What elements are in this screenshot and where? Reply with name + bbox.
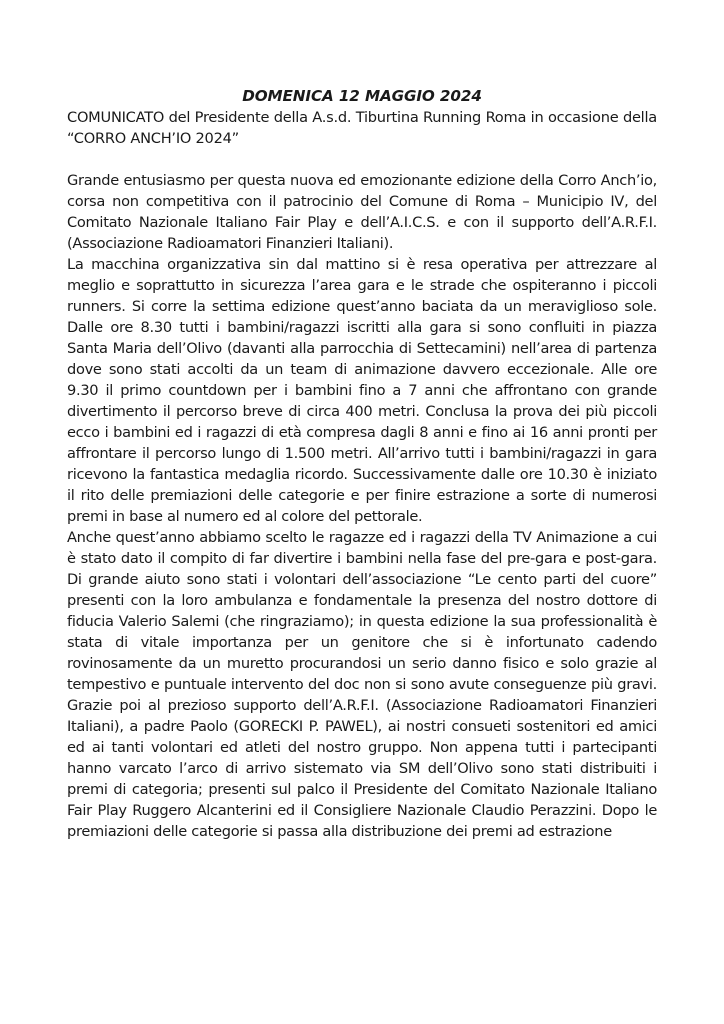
body-paragraph-3: Anche quest’anno abbiamo scelto le ragazze ed i ragazzi della TV Animazione a cui è stato dato il compito di far divertire i bambini nella fase del pre-gara e post-gara. Di grande aiuto sono stati i volontari dell’associazione “Le cento parti del cuore” presenti con la loro ambulanza e fondamentale la presenza del nostro dottore di fiducia Valerio Salemi (che ringraziamo); in questa edizione la sua professionalità è stata di vitale importanza per un genitore che si è infortunato cadendo rovinosamente da un muretto procurandosi un serio danno fisico e solo grazie al tempestivo e puntuale intervento del doc non si sono avute conseguenze più gravi. Grazie poi al prezioso supporto dell’A.R.F.I. (Associazione Radioamatori Finanzieri Italiani), a padre Paolo (GORECKI P. PAWEL), ai nostri consueti sostenitori ed amici ed ai tanti volontari ed atleti del nostro gruppo. Non appena tutti i partecipanti hanno varcato l’arco di arrivo sistemato via SM dell’Olivo sono stati distribuiti i premi di categoria; presenti sul palco il Presidente del Comitato Nazionale Italiano Fair Play Ruggero Alcanterini ed il Consigliere Nazionale Claudio Perazzini. Dopo le premiazioni delle categorie si passa alla distribuzione dei premi ad estrazione (67, 529, 657, 840)
body-paragraph-1: Grande entusiasmo per questa nuova ed emozionante edizione della Corro Anch’io, corsa non competitiva con il patrocinio del Comune di Roma – Municipio IV, del Comitato Nazionale Italiano Fair Play e dell’A.I.C.S. e con il supporto dell’A.R.F.I. (Associazione Radioamatori Finanzieri Italiani). (67, 172, 657, 252)
date-heading: DOMENICA 12 MAGGIO 2024 (242, 87, 482, 105)
document-page (67, 85, 657, 842)
paragraph-spacer (67, 149, 657, 170)
document-body (67, 170, 657, 842)
body-paragraph-2: La macchina organizzativa sin dal mattino si è resa operativa per attrezzare al meglio e soprattutto in sicurezza l’area gara e le strade che ospiteranno i piccoli runners. Si corre la settima edizione quest’anno baciata da un meraviglioso sole. Dalle ore 8.30 tutti i bambini/ragazzi iscritti alla gara si sono confluiti in piazza Santa Maria dell’Olivo (davanti alla parrocchia di Settecamini) nell’area di partenza dove sono stati accolti da un team di animazione davvero eccezionale. Alle ore 9.30 il primo countdown per i bambini fino a 7 anni che affrontano con grande divertimento il percorso breve di circa 400 metri. Conclusa la prova dei più piccoli ecco i bambini ed i ragazzi di età compresa dagli 8 anni e fino ai 16 anni pronti per affrontare il percorso lungo di 1.500 metri. All’arrivo tutti i bambini/ragazzi in gara ricevono la fantastica medaglia ricordo. Successivamente dalle ore 10.30 è iniziato il rito delle premiazioni delle categorie e per finire estrazione a sorte di numerosi premi in base al numero ed al colore del pettorale. (67, 256, 657, 525)
communique-intro: COMUNICATO del Presidente della A.s.d. Tiburtina Running Roma in occasione della “CORRO ANCH’IO 2024” (67, 109, 657, 147)
